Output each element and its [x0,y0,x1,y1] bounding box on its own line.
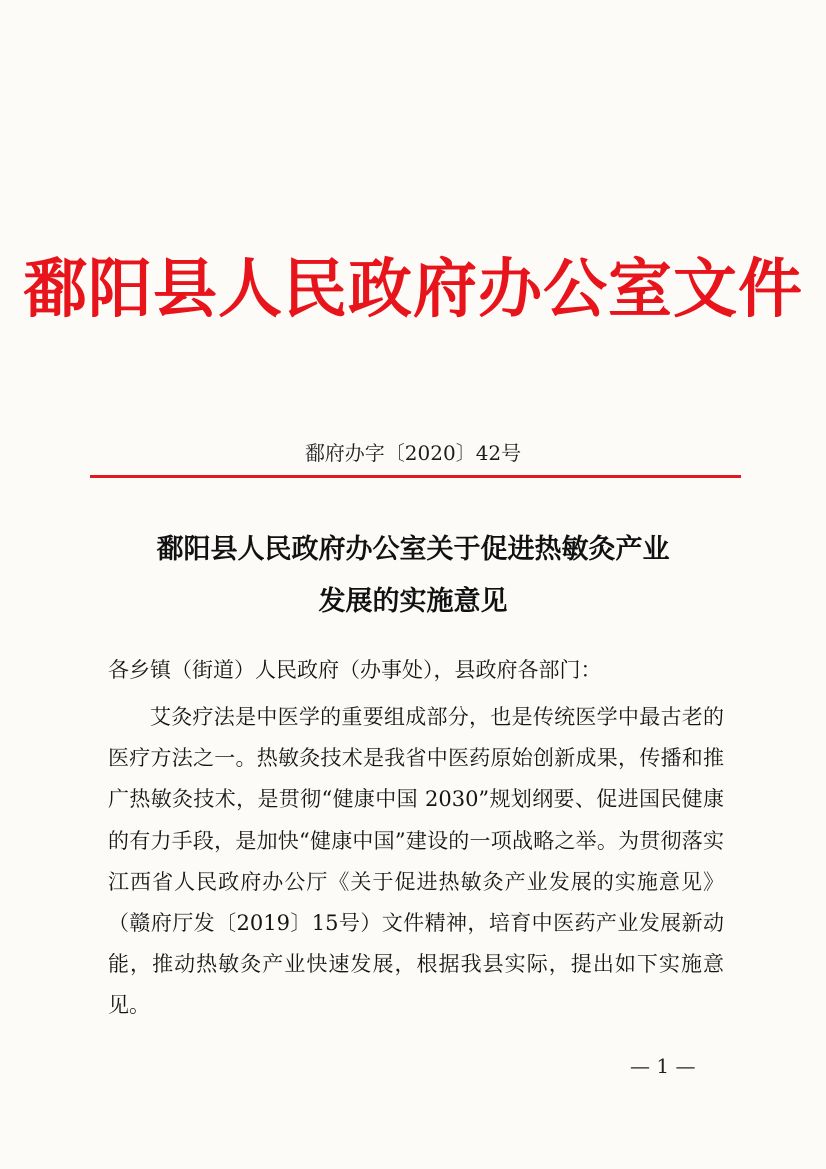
document-title-line-1: 鄱阳县人民政府办公室关于促进热敏灸产业 [156,534,670,565]
document-title-line-2: 发展的实施意见 [318,586,508,617]
document-title [0,524,826,628]
document-body [108,697,724,1027]
header-red-rule [90,475,741,478]
body-paragraph: 艾灸疗法是中医学的重要组成部分，也是传统医学中最古老的医疗方法之一。热敏灸技术是我省中医药原始创新成果，传播和推广热敏灸技术，是贯彻“健康中国 2030”规划纲要、促进国民健康的有力手段，是加快“健康中国”建设的一项战略之举。为贯彻落实江西省人民政府办公厅《关于促进热敏灸产业发展的实施意见》（赣府厅发〔2019〕15号）文件精神，培育中医药产业发展新动能，推动热敏灸产业快速发展，根据我县实际，提出如下实施意见。 [108,705,724,1018]
document-number: 鄱府办字〔2020〕42号 [304,441,522,465]
document-header-title: 鄱阳县人民政府办公室文件 [23,252,803,327]
page-number: — 1 — [630,1054,696,1078]
salutation: 各乡镇（街道）人民政府（办事处），县政府各部门： [108,658,602,682]
